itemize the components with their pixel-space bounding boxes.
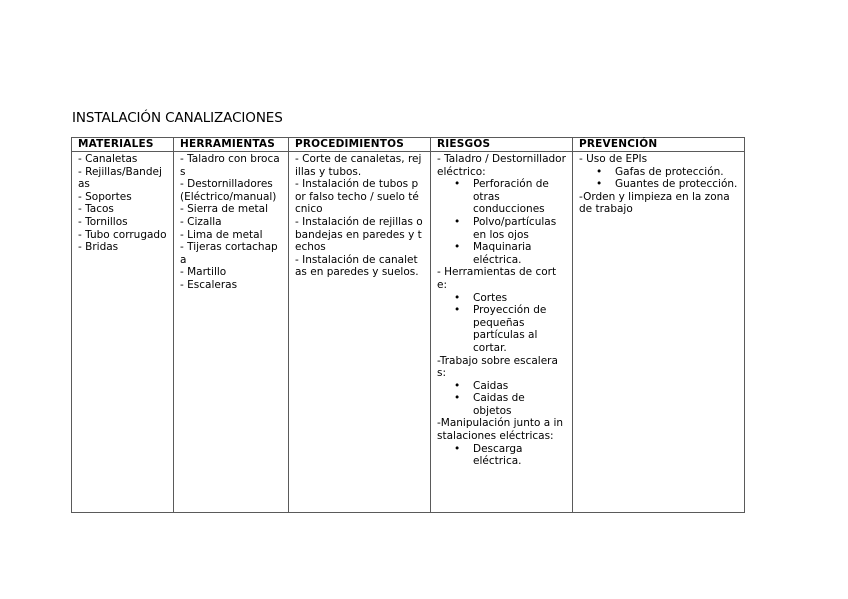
riesgo-list [437, 380, 566, 418]
riesgo-bullet: • Descarga eléctrica. [437, 443, 566, 468]
cell-procedimientos [289, 152, 431, 513]
procedimiento-item: - Instalación de canaletas en paredes y suelos. [295, 253, 419, 279]
material-item: - Tubo corrugado [78, 228, 167, 241]
herramienta-item: - Lima de metal [180, 228, 263, 241]
herramienta-item: - Martillo [180, 266, 227, 279]
riesgo-bullet: • Maquinaria eléctrica. [437, 241, 566, 266]
riesgo-group-label: - Taladro / Destornillador eléctrico: [437, 153, 566, 178]
document-title: INSTALACIÓN CANALIZACIONES [72, 110, 283, 126]
header-materiales: MATERIALES [72, 138, 174, 152]
cell-riesgos [431, 152, 573, 513]
riesgo-bullet: • Cortes [437, 292, 566, 305]
herramienta-item: - Cizalla [180, 215, 222, 228]
material-item: - Soportes [78, 190, 132, 203]
content-row [72, 152, 745, 513]
riesgo-group-label: -Manipulación junto a instalaciones eléctricas: [437, 417, 564, 443]
header-prevencion: PREVENCIÓN [573, 138, 745, 152]
herramienta-item: - Tijeras cortachapa [180, 241, 278, 266]
riesgo-list [437, 443, 566, 468]
riesgo-list [437, 178, 566, 266]
header-row [72, 138, 745, 152]
material-item: - Bridas [78, 241, 119, 254]
header-procedimientos: PROCEDIMIENTOS [289, 138, 431, 152]
prevencion-list [579, 166, 738, 191]
prevencion-bullet: • Gafas de protección. [579, 166, 738, 179]
riesgo-bullet: • Caidas [437, 380, 566, 393]
prevencion-bullet: • Guantes de protección. [579, 178, 738, 191]
header-herramientas: HERRAMIENTAS [174, 138, 289, 152]
herramienta-item: - Sierra de metal [180, 203, 269, 216]
material-item: - Tacos [78, 203, 114, 216]
prevencion-extra: -Orden y limpieza en la zona de trabajo [579, 190, 730, 216]
herramienta-item: - Destornilladores (Eléctrico/manual) [180, 178, 277, 203]
header-riesgos: RIESGOS [431, 138, 573, 152]
prevencion-label: - Uso de EPIs [579, 153, 648, 165]
herramienta-item: - Taladro con brocas [180, 153, 280, 178]
procedimiento-item: - Corte de canaletas, rejillas y tubos. [295, 153, 422, 178]
riesgo-group-label: -Trabajo sobre escaleras: [437, 354, 558, 380]
material-item: - Canaletas [78, 153, 138, 165]
material-item: - Rejillas/Bandejas [78, 165, 162, 191]
riesgo-bullet: • Perforación de otras conducciones [437, 178, 566, 216]
riesgo-group-label: - Herramientas de corte: [437, 266, 557, 291]
riesgo-list [437, 292, 566, 355]
cell-prevencion [573, 152, 745, 513]
procedimiento-item: - Instalación de rejillas o bandejas en paredes y techos [295, 215, 423, 254]
material-item: - Tornillos [78, 215, 128, 228]
cell-materiales [72, 152, 174, 513]
riesgo-bullet: • Polvo/partículas en los ojos [437, 216, 566, 241]
riesgo-bullet: • Proyección de pequeñas partículas al cortar. [437, 304, 566, 354]
procedimiento-item: - Instalación de tubos por falso techo / suelo técnico [295, 178, 419, 216]
canalizaciones-table [71, 137, 745, 513]
riesgo-bullet: • Caidas de objetos [437, 392, 566, 417]
cell-herramientas [174, 152, 289, 513]
herramienta-item: - Escaleras [180, 278, 238, 291]
